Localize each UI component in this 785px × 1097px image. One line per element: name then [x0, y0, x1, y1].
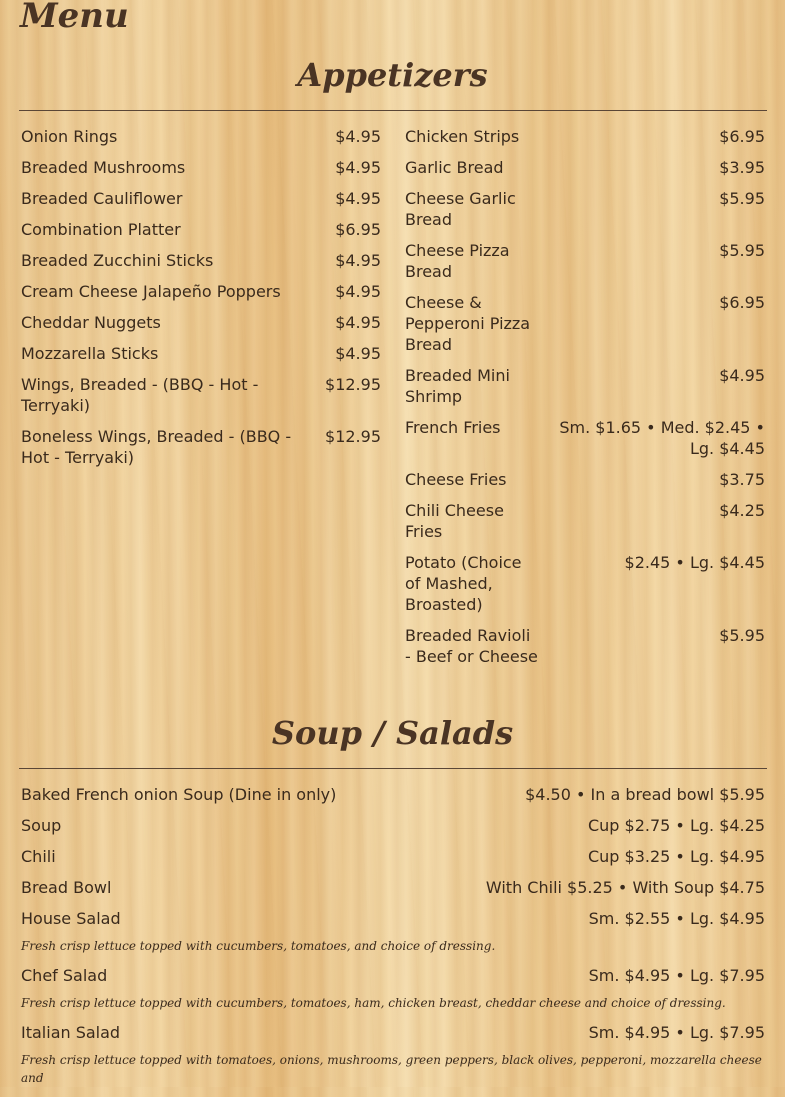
menu-item-price: Cup $2.75 • Lg. $4.25: [587, 816, 765, 835]
menu-item-price: $4.50 • In a bread bowl $5.95: [525, 785, 765, 804]
menu-item: [21, 374, 381, 416]
menu-item: [21, 157, 381, 178]
menu-item-price: $4.95: [719, 366, 765, 385]
menu-item-name: Breaded Ravioli - Beef or Cheese: [405, 626, 538, 666]
menu-item-price: $3.95: [719, 158, 765, 177]
menu-item: [21, 126, 381, 147]
menu-item: [21, 250, 381, 271]
menu-item: [405, 365, 765, 407]
menu-item-price: $4.95: [335, 344, 381, 363]
menu-item: [21, 312, 381, 333]
menu-item-name: French Fries: [405, 418, 501, 437]
appetizers-heading: Appetizers: [297, 56, 488, 94]
menu-item-name: Breaded Cauliflower: [21, 189, 183, 208]
menu-item-name: Cheese Garlic Bread: [405, 189, 516, 229]
menu-item-price: $4.95: [335, 189, 381, 208]
menu-item-price: $6.95: [719, 127, 765, 146]
menu-item-price: $4.95: [335, 127, 381, 146]
menu-item-name: Mozzarella Sticks: [21, 344, 159, 363]
menu-item: [405, 469, 765, 490]
menu-item: [405, 552, 765, 615]
menu-item-name: Onion Rings: [21, 127, 118, 146]
menu-item-name: Wings, Breaded - (BBQ - Hot - Terryaki): [21, 375, 259, 415]
menu-item-name: Chili: [21, 847, 56, 866]
menu-item-name: Cheese Pizza Bread: [405, 241, 510, 281]
menu-item: [21, 965, 765, 986]
menu-item: [405, 417, 765, 459]
menu-item-name: Chili Cheese Fries: [405, 501, 504, 541]
menu-item: [405, 292, 765, 355]
menu-item-name: Cheese & Pepperoni Pizza Bread: [405, 293, 531, 354]
menu-item-price: Sm. $4.95 • Lg. $7.95: [588, 1023, 765, 1042]
menu-item-name: Bread Bowl: [21, 878, 112, 897]
menu-item: [21, 1022, 765, 1043]
menu-item-price: $5.95: [719, 241, 765, 260]
menu-item-description: Fresh crisp lettuce topped with cucumbers, tomatoes, and choice of dressing.: [21, 939, 496, 953]
menu-item: [21, 281, 381, 302]
menu-item: [405, 625, 765, 667]
menu-item: [21, 784, 765, 805]
menu-item-name: House Salad: [21, 909, 121, 928]
menu-item-name: Combination Platter: [21, 220, 181, 239]
appetizers-right-column: [405, 126, 765, 677]
menu-item-price: $4.95: [335, 282, 381, 301]
menu-item-price: $4.95: [335, 158, 381, 177]
soups-heading: Soup / Salads: [271, 714, 514, 752]
soups-salads-list: [21, 784, 765, 1097]
menu-item: [21, 219, 381, 240]
soups-divider: [19, 768, 767, 769]
menu-item-name: Chef Salad: [21, 966, 108, 985]
menu-item-price: $4.25: [719, 501, 765, 520]
menu-item-name: Breaded Zucchini Sticks: [21, 251, 214, 270]
menu-item: [405, 157, 765, 178]
menu-item: [21, 343, 381, 364]
menu-item-name: Italian Salad: [21, 1023, 121, 1042]
menu-item: [21, 908, 765, 929]
menu-item-price: $6.95: [719, 293, 765, 312]
menu-item: [405, 126, 765, 147]
menu-item-price: $3.75: [719, 470, 765, 489]
menu-item-name: Garlic Bread: [405, 158, 504, 177]
menu-item: [405, 500, 765, 542]
menu-item-price: Sm. $4.95 • Lg. $7.95: [588, 966, 765, 985]
menu-item-price: $4.95: [335, 251, 381, 270]
menu-item-price: With Chili $5.25 • With Soup $4.75: [485, 878, 765, 897]
appetizers-divider: [19, 110, 767, 111]
menu-item-name: Breaded Mushrooms: [21, 158, 186, 177]
menu-item-price: $2.45 • Lg. $4.45: [624, 553, 765, 572]
menu-item: [405, 188, 765, 230]
menu-item: [21, 188, 381, 209]
menu-item-name: Potato (Choice of Mashed, Broasted): [405, 553, 522, 614]
menu-item-name: Boneless Wings, Breaded - (BBQ - Hot - Terryaki): [21, 427, 292, 467]
menu-item-name: Cheese Fries: [405, 470, 507, 489]
menu-item: [21, 877, 765, 898]
menu-item-name: Chicken Strips: [405, 127, 520, 146]
menu-item-price: $4.95: [335, 313, 381, 332]
menu-item-price: $6.95: [335, 220, 381, 239]
menu-item-price: $5.95: [719, 189, 765, 208]
menu-item-price: Sm. $1.65 • Med. $2.45 • Lg. $4.45: [559, 418, 765, 458]
menu-item-description: Fresh crisp lettuce topped with tomatoes, onions, mushrooms, green peppers, black olives, pepperoni, mozzarella cheese and: [21, 1053, 762, 1085]
menu-item-description: Fresh crisp lettuce topped with cucumbers, tomatoes, ham, chicken breast, cheddar cheese and choice of dressing.: [21, 996, 726, 1010]
menu-item-name: Soup: [21, 816, 62, 835]
menu-item: [21, 426, 381, 468]
menu-item-price: Cup $3.25 • Lg. $4.95: [587, 847, 765, 866]
menu-item-price: $12.95: [325, 375, 381, 394]
menu-item: [21, 815, 765, 836]
menu-item-name: Breaded Mini Shrimp: [405, 366, 510, 406]
menu-title: Menu: [20, 0, 129, 36]
menu-item-name: Cheddar Nuggets: [21, 313, 161, 332]
menu-item: [21, 846, 765, 867]
menu-item-name: Cream Cheese Jalapeño Poppers: [21, 282, 281, 301]
menu-item-price: $12.95: [325, 427, 381, 446]
menu-item-name: Baked French onion Soup (Dine in only): [21, 785, 337, 804]
menu-item: [405, 240, 765, 282]
menu-item-price: $5.95: [719, 626, 765, 645]
appetizers-left-column: [21, 126, 381, 478]
menu-item-price: Sm. $2.55 • Lg. $4.95: [588, 909, 765, 928]
